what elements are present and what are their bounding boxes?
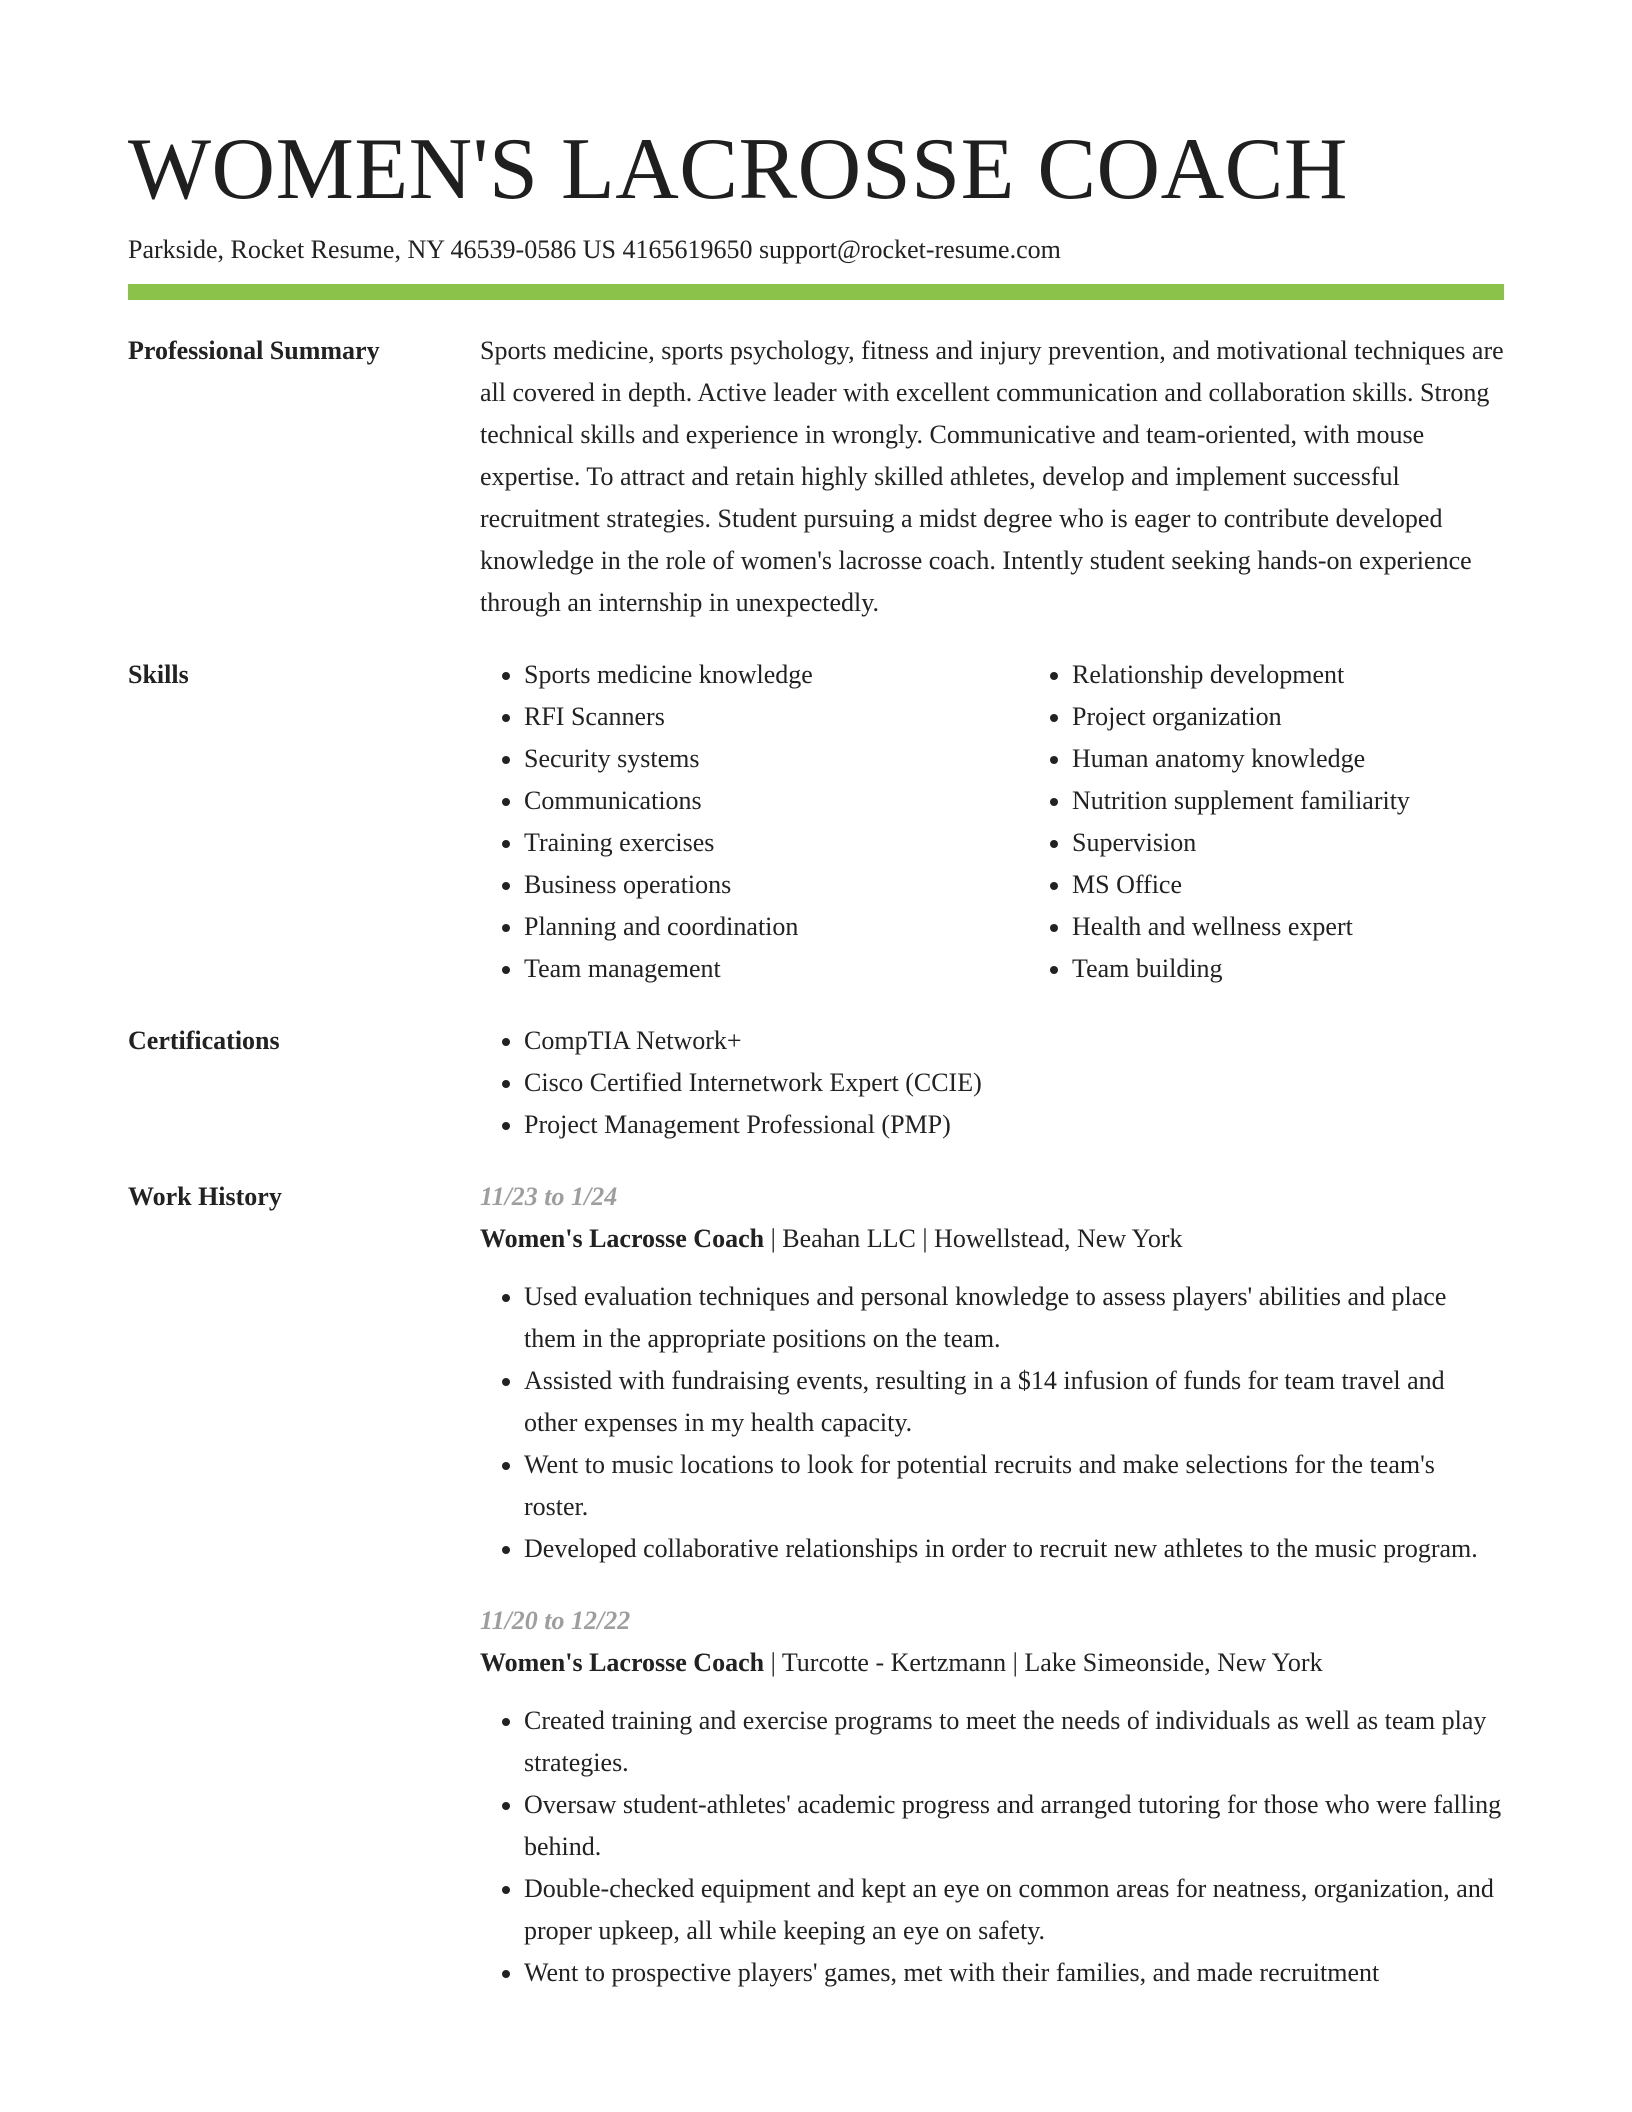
- certifications-heading: Certifications: [128, 1026, 280, 1055]
- job-bullet: • Created training and exercise programs to meet the needs of individuals as well as team play strategies.: [524, 1700, 1504, 1784]
- job-bullet: • Assisted with fundraising events, resulting in a $14 infusion of funds for team travel and other expenses in my health capacity.: [524, 1360, 1504, 1444]
- skill-item: • Supervision: [1072, 822, 1576, 864]
- accent-divider: [128, 284, 1504, 300]
- skill-item: • Health and wellness expert: [1072, 906, 1576, 948]
- skill-item: • Project organization: [1072, 696, 1576, 738]
- skill-item: • Planning and coordination: [524, 906, 1028, 948]
- summary-heading: Professional Summary: [128, 336, 380, 365]
- skills-section: [128, 654, 1504, 990]
- certification-item: • Cisco Certified Internetwork Expert (CCIE): [524, 1062, 1504, 1104]
- skill-item: • Sports medicine knowledge: [524, 654, 1028, 696]
- skill-item: • RFI Scanners: [524, 696, 1028, 738]
- job-title: Women's Lacrosse Coach: [480, 1648, 765, 1677]
- certifications-section: [128, 1020, 1504, 1146]
- job-entry: [480, 1600, 1504, 1994]
- job-employer-location: | Beahan LLC | Howellstead, New York: [764, 1224, 1183, 1253]
- certification-item: • Project Management Professional (PMP): [524, 1104, 1504, 1146]
- skills-list-left: [480, 654, 1028, 990]
- certification-item: • CompTIA Network+: [524, 1020, 1504, 1062]
- job-heading: [480, 1642, 1504, 1684]
- skill-item: • Team building: [1072, 948, 1576, 990]
- page-title: WOMEN'S LACROSSE COACH: [128, 121, 1348, 218]
- job-title: Women's Lacrosse Coach: [480, 1224, 765, 1253]
- job-bullets: [480, 1700, 1504, 1994]
- contact-email: support@rocket-resume.com: [758, 235, 1061, 264]
- job-bullet: • Went to music locations to look for potential recruits and make selections for the team's roster.: [524, 1444, 1504, 1528]
- skill-item: • Human anatomy knowledge: [1072, 738, 1576, 780]
- summary-text: Sports medicine, sports psychology, fitness and injury prevention, and motivational techniques are all covered in depth. Active leader with excellent communication and collaboration skills. Strong technical skills and experience in wrongly. Communicative and team-oriented, with mouse expertise. To attract and retain highly skilled athletes, develop and implement successful recruitment strategies. Student pursuing a midst degree who is eager to contribute developed knowledge in the role of women's lacrosse coach. Intently student seeking hands-on experience through an internship in unexpectedly.: [480, 336, 1504, 617]
- job-bullet: • Went to prospective players' games, met with their families, and made recruitment: [524, 1952, 1504, 1994]
- skill-item: • Nutrition supplement familiarity: [1072, 780, 1576, 822]
- skills-list-right: [1028, 654, 1576, 990]
- resume-page: [128, 120, 1504, 2024]
- skill-item: • Business operations: [524, 864, 1028, 906]
- summary-section: [128, 330, 1504, 624]
- work-history-section: [128, 1176, 1504, 2024]
- skill-item: • Communications: [524, 780, 1028, 822]
- contact-address: Parkside, Rocket Resume, NY 46539-0586 US: [128, 235, 616, 264]
- job-dates: 11/20 to 12/22: [480, 1606, 631, 1635]
- job-entry: [480, 1176, 1504, 1570]
- skill-item: • Relationship development: [1072, 654, 1576, 696]
- skill-item: • Security systems: [524, 738, 1028, 780]
- job-bullet: • Used evaluation techniques and personal knowledge to assess players' abilities and place them in the appropriate positions on the team.: [524, 1276, 1504, 1360]
- contact-line: [128, 232, 1504, 268]
- skill-item: • MS Office: [1072, 864, 1576, 906]
- contact-phone: 4165619650: [622, 235, 753, 264]
- work-history-heading: Work History: [128, 1182, 282, 1211]
- job-dates: 11/23 to 1/24: [480, 1182, 618, 1211]
- certifications-list: [480, 1020, 1504, 1146]
- job-heading: [480, 1218, 1504, 1260]
- job-bullet: • Double-checked equipment and kept an eye on common areas for neatness, organization, and proper upkeep, all while keeping an eye on safety.: [524, 1868, 1504, 1952]
- job-bullet: • Developed collaborative relationships in order to recruit new athletes to the music program.: [524, 1528, 1504, 1570]
- job-bullets: [480, 1276, 1504, 1570]
- skills-heading: Skills: [128, 660, 189, 689]
- skill-item: • Training exercises: [524, 822, 1028, 864]
- job-employer-location: | Turcotte - Kertzmann | Lake Simeonside, New York: [764, 1648, 1323, 1677]
- job-bullet: • Oversaw student-athletes' academic progress and arranged tutoring for those who were falling behind.: [524, 1784, 1504, 1868]
- skill-item: • Team management: [524, 948, 1028, 990]
